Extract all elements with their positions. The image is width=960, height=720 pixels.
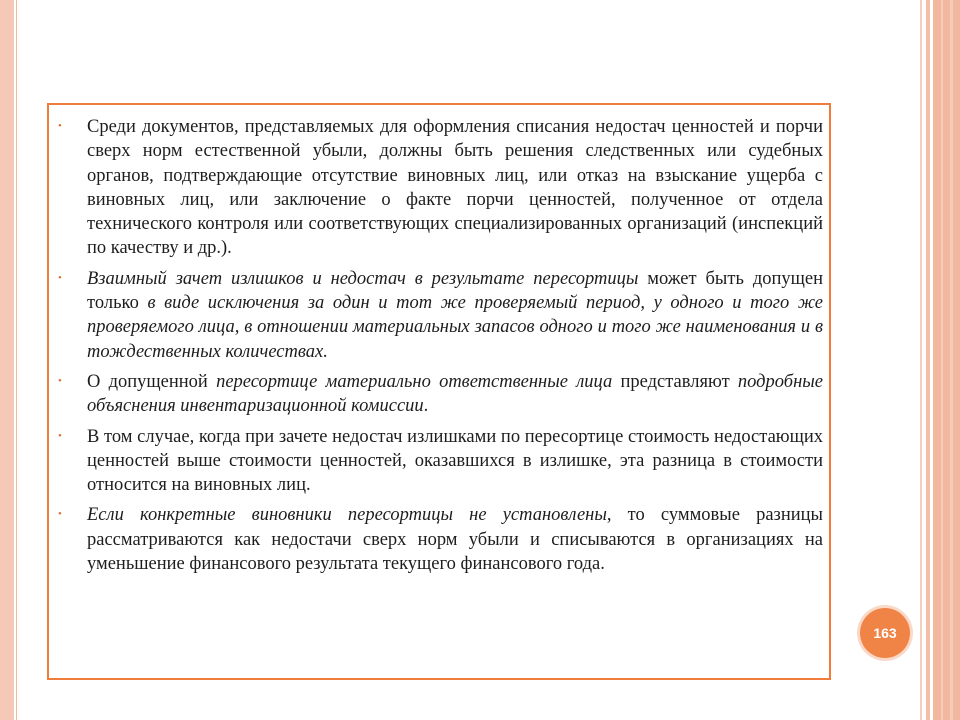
slide-content-box: [47, 103, 831, 680]
right-stripe-decoration: [941, 0, 943, 720]
bullet-marker: •: [58, 120, 62, 132]
bullet-text-italic: в виде исключения за один и тот же проверяемый период, у одного и того же проверяемого лица, в отношении материальных запасов одного и того же наименования и в тождественных количествах.: [87, 293, 823, 362]
bullet-text-italic: подробные объяснения инвентаризационной комиссии: [87, 371, 823, 417]
bullet-item: [58, 267, 823, 364]
bullet-text: представляют: [612, 371, 738, 392]
page-number-badge: 163: [860, 608, 910, 658]
bullet-item: [58, 115, 823, 261]
bullet-text-italic: Взаимный зачет излишков и недостач в результате пересортицы: [87, 268, 639, 289]
right-stripe-decoration: [933, 0, 960, 720]
right-stripe-decoration: [950, 0, 953, 720]
bullet-text: В том случае, когда при зачете недостач излишками по пересортице стоимость недостающих ценностей выше стоимости ценностей, оказавшихся в излишке, эта разница в стоимости относится на виновных лиц.: [87, 426, 823, 496]
bullet-text: .: [423, 396, 429, 417]
bullet-item: [58, 370, 823, 419]
bullet-text-italic: пересортице материально ответственные лица: [216, 371, 613, 392]
bullet-text: , то суммовые разницы рассматриваются как недостачи сверх норм убыли и списываются в организациях на уменьшение финансового результата текущего финансового года.: [87, 505, 823, 575]
bullet-text: О допущенной: [87, 371, 217, 392]
bullet-text: может быть допущен только: [87, 268, 823, 314]
bullet-text-italic: Если конкретные виновники пересортицы не установлены: [87, 505, 607, 526]
bullet-list: [58, 115, 823, 582]
left-frame-decoration: [0, 0, 14, 720]
bullet-marker: •: [58, 508, 62, 521]
right-stripe-decoration: [926, 0, 930, 720]
bullet-marker: •: [58, 429, 62, 442]
left-frame-line: [16, 0, 17, 720]
right-stripe-decoration: [920, 0, 922, 720]
bullet-item: [58, 503, 823, 576]
bullet-marker: •: [58, 271, 62, 284]
bullet-item: [58, 425, 823, 498]
bullet-marker: •: [58, 374, 62, 387]
bullet-text: Среди документов, представляемых для оформления списания недостач ценностей и порчи сверх норм естественной убыли, должны быть решения следственных или судебных органов, подтверждающие отсутствие виновных лиц, или отказ на взыскание ущерба с виновных лиц, или заключение о факте порчи ценностей, полученное от отдела технического контроля или соответствующих специализированных организаций (инспекций по качеству и др.).: [87, 117, 823, 259]
